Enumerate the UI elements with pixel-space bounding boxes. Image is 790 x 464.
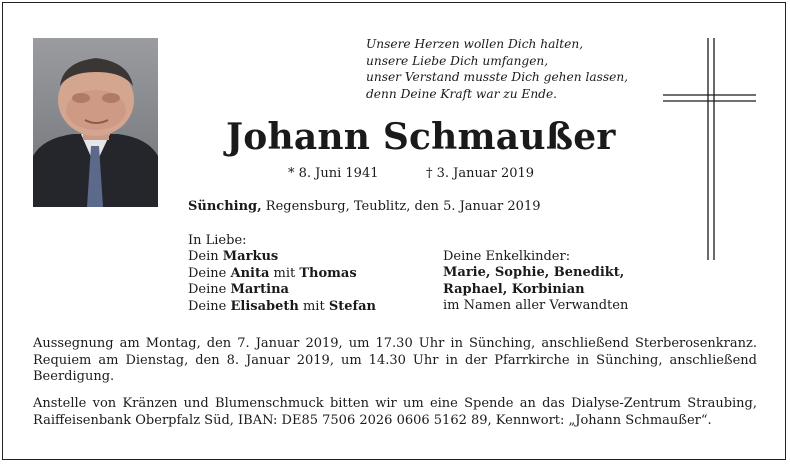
mourners-family xyxy=(188,233,376,315)
portrait-photo xyxy=(33,38,158,207)
relatives-line: im Namen aller Verwandten xyxy=(443,298,629,314)
place-and-date-line xyxy=(188,199,541,214)
deceased-name: Johann Schmaußer xyxy=(226,116,616,158)
mourners-grandchildren xyxy=(443,249,628,315)
mourner-row: Dein Markus xyxy=(188,249,279,265)
donation-request: Anstelle von Kränzen und Blumenschmuck bitten wir um eine Spende an das Dialyse-Zentrum Straubing, Raiffeisenbank Oberpfalz Süd, IBAN: DE85 7506 2026 0606 5162 89, Kennwort: „Johann Schmaußer“. xyxy=(33,396,757,428)
poem-line: Unsere Herzen wollen Dich halten, xyxy=(366,37,584,51)
grandchildren-heading: Deine Enkelkinder: xyxy=(443,249,571,264)
poem-verse xyxy=(366,36,628,102)
poem-line: unsere Liebe Dich umfangen, xyxy=(366,53,549,68)
grandchildren-names: Raphael, Korbinian xyxy=(443,281,585,297)
death-date: † 3. Januar 2019 xyxy=(426,166,535,181)
grandchildren-names: Marie, Sophie, Benedikt, xyxy=(443,265,625,281)
poem-line: denn Deine Kraft war zu Ende. xyxy=(366,86,558,101)
poem-line: unser Verstand musste Dich gehen lassen, xyxy=(366,70,629,84)
mourner-row: Deine Anita mit Thomas xyxy=(188,265,357,281)
birth-date: * 8. Juni 1941 xyxy=(288,166,379,181)
cross-icon xyxy=(663,38,761,268)
place-town: Sünching, xyxy=(188,199,262,214)
place-rest: Regensburg, Teublitz, den 5. Januar 2019 xyxy=(261,199,541,214)
funeral-details: Aussegnung am Montag, den 7. Januar 2019, um 17.30 Uhr in Sünching, anschließend Sterberosenkranz. Requiem am Dienstag, den 8. Januar 2019, um 14.30 Uhr in der Pfarrkirche in Sünching, anschließend Beerdigung. xyxy=(33,336,757,384)
mourners-intro: In Liebe: xyxy=(188,233,247,248)
mourner-row: Deine Martina xyxy=(188,282,289,298)
mourner-row: Deine Elisabeth mit Stefan xyxy=(188,298,376,314)
